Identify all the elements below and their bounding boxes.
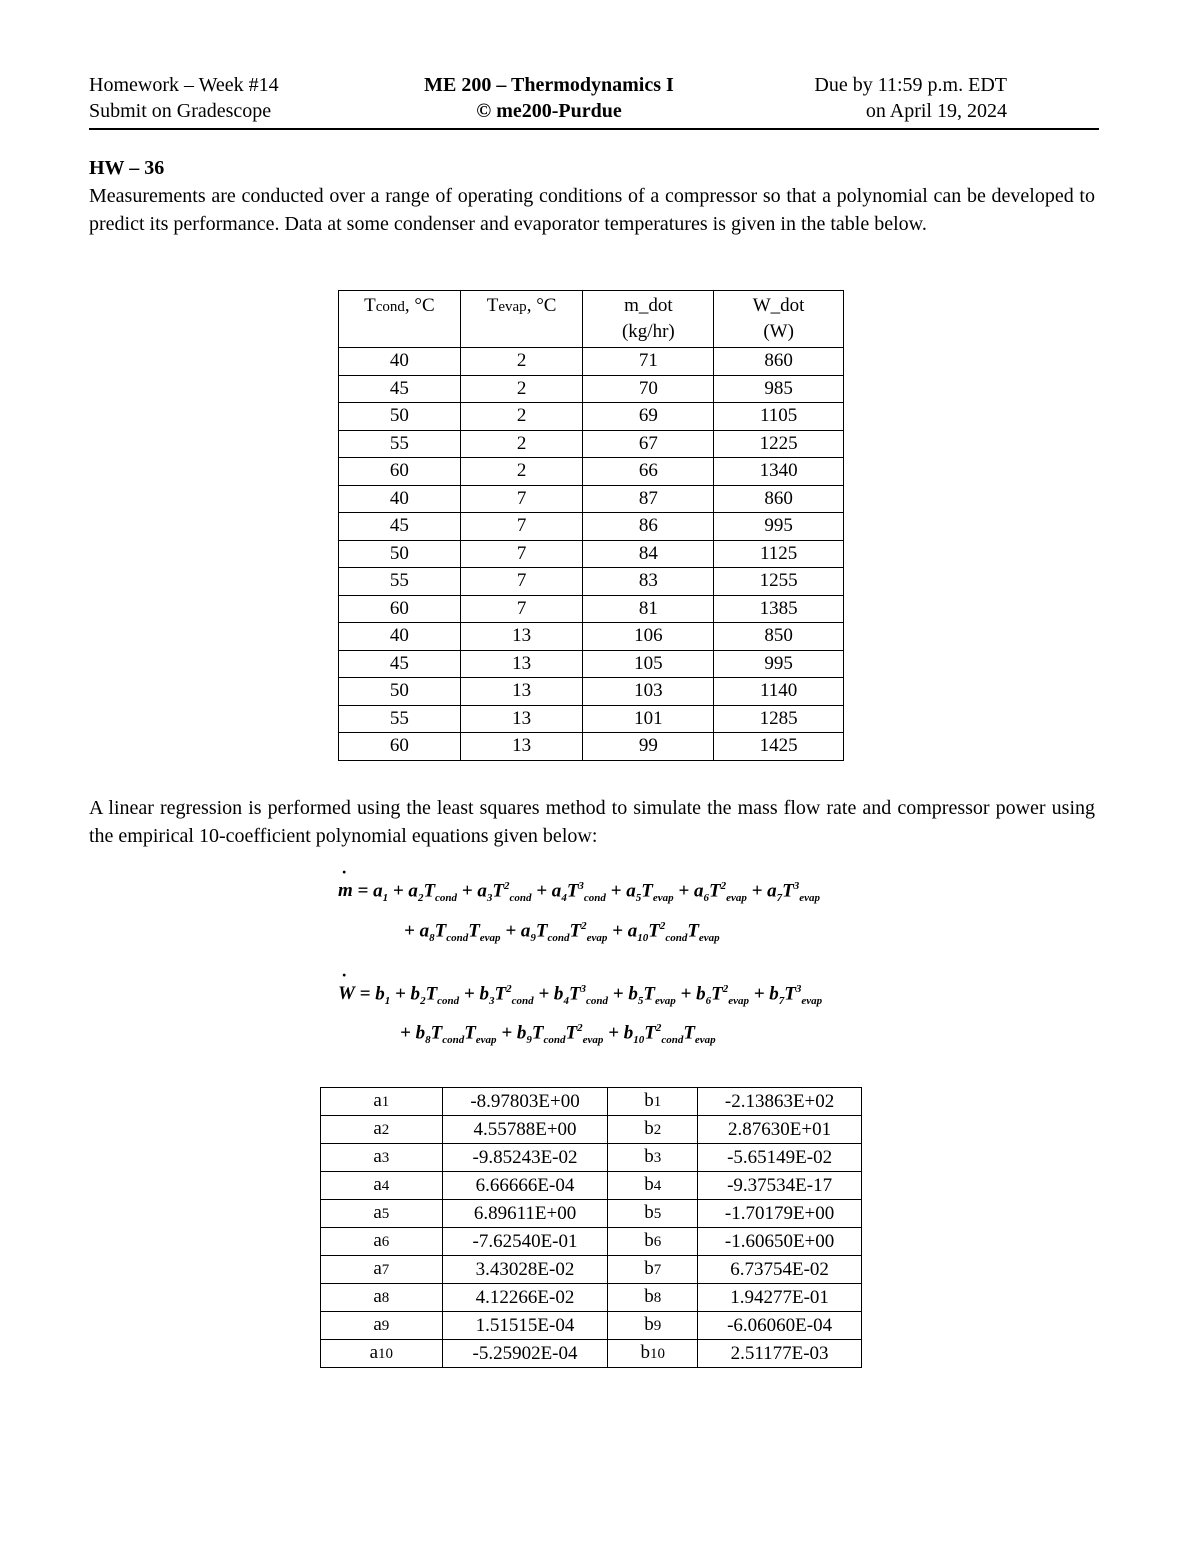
cell-tcond: 45 xyxy=(339,513,461,541)
cell-tcond: 60 xyxy=(339,595,461,623)
cell-wdot: 1105 xyxy=(714,403,844,431)
cell-tevap: 13 xyxy=(460,623,583,651)
coefficient-table xyxy=(320,1087,862,1368)
cell-tevap: 13 xyxy=(460,733,583,761)
cell-tcond: 50 xyxy=(339,678,461,706)
cell-mdot: 106 xyxy=(583,623,714,651)
coef-a-value: -9.85243E-02 xyxy=(442,1144,608,1172)
coef-a-value: 6.66666E-04 xyxy=(442,1172,608,1200)
coef-a-label: a2 xyxy=(321,1116,443,1144)
cell-tcond: 45 xyxy=(339,375,461,403)
coef-b-label: b7 xyxy=(608,1256,698,1284)
coef-a-value: 3.43028E-02 xyxy=(442,1256,608,1284)
table-row xyxy=(339,348,844,376)
cell-tevap: 13 xyxy=(460,650,583,678)
coef-a-value: 4.55788E+00 xyxy=(442,1116,608,1144)
cell-tevap: 2 xyxy=(460,430,583,458)
coefficient-row xyxy=(321,1256,862,1284)
problem-intro: Measurements are conducted over a range of operating conditions of a compressor so that a polynomial can be developed to predict its performance. Data at some condenser and evaporator temperatures is given in the table below. xyxy=(89,185,1095,235)
coef-a-label: a7 xyxy=(321,1256,443,1284)
coef-b-label: b3 xyxy=(608,1144,698,1172)
cell-wdot: 1285 xyxy=(714,705,844,733)
cell-mdot: 101 xyxy=(583,705,714,733)
table-row xyxy=(339,403,844,431)
coef-b-label: b9 xyxy=(608,1312,698,1340)
col-wdot: W_dot (W) xyxy=(714,291,844,348)
coefficient-row xyxy=(321,1088,862,1116)
coef-b-label: b10 xyxy=(608,1340,698,1368)
cell-mdot: 87 xyxy=(583,485,714,513)
cell-tevap: 7 xyxy=(460,540,583,568)
coef-b-value: -6.06060E-04 xyxy=(698,1312,862,1340)
cell-tcond: 55 xyxy=(339,430,461,458)
coef-b-value: 1.94277E-01 xyxy=(698,1284,862,1312)
table-row xyxy=(339,430,844,458)
cell-mdot: 86 xyxy=(583,513,714,541)
coef-a-label: a1 xyxy=(321,1088,443,1116)
cell-wdot: 860 xyxy=(714,348,844,376)
coef-a-label: a4 xyxy=(321,1172,443,1200)
table-row xyxy=(339,568,844,596)
coef-a-value: -7.62540E-01 xyxy=(442,1228,608,1256)
cell-tcond: 55 xyxy=(339,568,461,596)
table-row xyxy=(339,650,844,678)
header-homework-week: Homework – Week #14 xyxy=(89,74,279,96)
coefficient-row xyxy=(321,1116,862,1144)
page-header xyxy=(89,72,1099,130)
cell-wdot: 1140 xyxy=(714,678,844,706)
cell-tevap: 7 xyxy=(460,513,583,541)
coef-b-label: b5 xyxy=(608,1200,698,1228)
coef-b-value: -2.13863E+02 xyxy=(698,1088,862,1116)
cell-mdot: 83 xyxy=(583,568,714,596)
coefficient-row xyxy=(321,1228,862,1256)
cell-tcond: 50 xyxy=(339,403,461,431)
col-tevap: Tevap, °C xyxy=(460,291,583,348)
table-row xyxy=(339,595,844,623)
coef-b-label: b4 xyxy=(608,1172,698,1200)
measurement-table-body xyxy=(339,348,844,761)
coef-b-label: b6 xyxy=(608,1228,698,1256)
cell-wdot: 1340 xyxy=(714,458,844,486)
cell-wdot: 1255 xyxy=(714,568,844,596)
cell-mdot: 66 xyxy=(583,458,714,486)
coef-a-label: a8 xyxy=(321,1284,443,1312)
cell-mdot: 71 xyxy=(583,348,714,376)
problem-title: HW – 36 xyxy=(89,157,165,179)
col-mdot: m_dot (kg/hr) xyxy=(583,291,714,348)
cell-mdot: 70 xyxy=(583,375,714,403)
table-row xyxy=(339,705,844,733)
coef-a-value: 1.51515E-04 xyxy=(442,1312,608,1340)
power-equation-line2: + $b_8T_{cond}T_{evap} + b_9T_{cond}T^2_{evap} + b_{10}T^2_{cond}T_{evap}$ xyxy=(400,1022,716,1047)
cell-tcond: 40 xyxy=(339,485,461,513)
measurement-table xyxy=(338,290,844,761)
coefficient-row xyxy=(321,1312,862,1340)
cell-tevap: 2 xyxy=(460,375,583,403)
header-copyright: © me200-Purdue xyxy=(476,100,622,122)
coef-b-value: 2.51177E-03 xyxy=(698,1340,862,1368)
coef-a-label: a5 xyxy=(321,1200,443,1228)
cell-tcond: 60 xyxy=(339,733,461,761)
coef-b-label: b8 xyxy=(608,1284,698,1312)
col-tcond: Tcond, °C xyxy=(339,291,461,348)
cell-mdot: 67 xyxy=(583,430,714,458)
cell-mdot: 105 xyxy=(583,650,714,678)
coef-b-value: -5.65149E-02 xyxy=(698,1144,862,1172)
table-row xyxy=(339,540,844,568)
table-header-row xyxy=(339,291,844,348)
cell-tcond: 55 xyxy=(339,705,461,733)
table-row xyxy=(339,733,844,761)
coef-a-value: 6.89611E+00 xyxy=(442,1200,608,1228)
cell-wdot: 1225 xyxy=(714,430,844,458)
cell-mdot: 84 xyxy=(583,540,714,568)
cell-wdot: 860 xyxy=(714,485,844,513)
coefficient-table-body xyxy=(321,1088,862,1368)
coefficient-row xyxy=(321,1200,862,1228)
cell-tcond: 40 xyxy=(339,348,461,376)
header-due: Due by 11:59 p.m. EDT xyxy=(814,74,1007,96)
coef-a-label: a6 xyxy=(321,1228,443,1256)
cell-tevap: 7 xyxy=(460,595,583,623)
header-date: on April 19, 2024 xyxy=(865,100,1007,122)
table-row xyxy=(339,623,844,651)
cell-wdot: 995 xyxy=(714,513,844,541)
power-equation-line1: ˙ $W = b_1 + b_2T_{cond} + b_3T^2_{cond} + b_4T^3_{cond} + b_5T_{evap} + b_6T^2_{evap} + b_7T^3_{evap}$ xyxy=(338,983,822,1007)
table-row xyxy=(339,485,844,513)
cell-wdot: 1125 xyxy=(714,540,844,568)
cell-tcond: 60 xyxy=(339,458,461,486)
coef-a-label: a3 xyxy=(321,1144,443,1172)
table-row xyxy=(339,513,844,541)
coef-b-label: b1 xyxy=(608,1088,698,1116)
cell-tevap: 2 xyxy=(460,403,583,431)
cell-wdot: 1385 xyxy=(714,595,844,623)
mass-flow-equation-line1: ˙ $m = a_1 + a_2T_{cond} + a_3T^2_{cond} + a_4T^3_{cond} + a_5T_{evap} + a_6T^2_{evap} + a_7T^3_{evap}$ xyxy=(338,880,820,904)
cell-mdot: 81 xyxy=(583,595,714,623)
cell-wdot: 850 xyxy=(714,623,844,651)
header-middle xyxy=(399,72,699,124)
cell-tcond: 45 xyxy=(339,650,461,678)
cell-tevap: 2 xyxy=(460,458,583,486)
coef-b-value: -9.37534E-17 xyxy=(698,1172,862,1200)
cell-wdot: 985 xyxy=(714,375,844,403)
cell-tevap: 7 xyxy=(460,485,583,513)
cell-tevap: 7 xyxy=(460,568,583,596)
coef-a-value: -8.97803E+00 xyxy=(442,1088,608,1116)
coef-b-value: -1.70179E+00 xyxy=(698,1200,862,1228)
coef-a-value: -5.25902E-04 xyxy=(442,1340,608,1368)
cell-tevap: 2 xyxy=(460,348,583,376)
mass-flow-equation-line2: + $a_8T_{cond}T_{evap} + a_9T_{cond}T^2_{evap} + a_{10}T^2_{cond}T_{evap}$ xyxy=(404,920,720,945)
coefficient-row xyxy=(321,1284,862,1312)
coef-b-value: -1.60650E+00 xyxy=(698,1228,862,1256)
coef-b-label: b2 xyxy=(608,1116,698,1144)
table-row xyxy=(339,458,844,486)
cell-tcond: 50 xyxy=(339,540,461,568)
cell-wdot: 995 xyxy=(714,650,844,678)
table-row xyxy=(339,375,844,403)
coefficient-row xyxy=(321,1340,862,1368)
coef-a-label: a9 xyxy=(321,1312,443,1340)
coef-b-value: 6.73754E-02 xyxy=(698,1256,862,1284)
coef-b-value: 2.87630E+01 xyxy=(698,1116,862,1144)
coef-a-value: 4.12266E-02 xyxy=(442,1284,608,1312)
regression-paragraph: A linear regression is performed using the least squares method to simulate the mass flow rate and compressor power using the empirical 10-coefficient polynomial equations given below: xyxy=(89,797,1095,847)
cell-tevap: 13 xyxy=(460,678,583,706)
cell-tcond: 40 xyxy=(339,623,461,651)
cell-tevap: 13 xyxy=(460,705,583,733)
header-left xyxy=(89,72,279,124)
coefficient-row xyxy=(321,1144,862,1172)
coef-a-label: a10 xyxy=(321,1340,443,1368)
cell-mdot: 99 xyxy=(583,733,714,761)
header-submit: Submit on Gradescope xyxy=(89,100,272,122)
header-right xyxy=(814,72,1007,124)
cell-wdot: 1425 xyxy=(714,733,844,761)
coefficient-row xyxy=(321,1172,862,1200)
header-course: ME 200 – Thermodynamics I xyxy=(424,74,674,96)
cell-mdot: 69 xyxy=(583,403,714,431)
table-row xyxy=(339,678,844,706)
cell-mdot: 103 xyxy=(583,678,714,706)
